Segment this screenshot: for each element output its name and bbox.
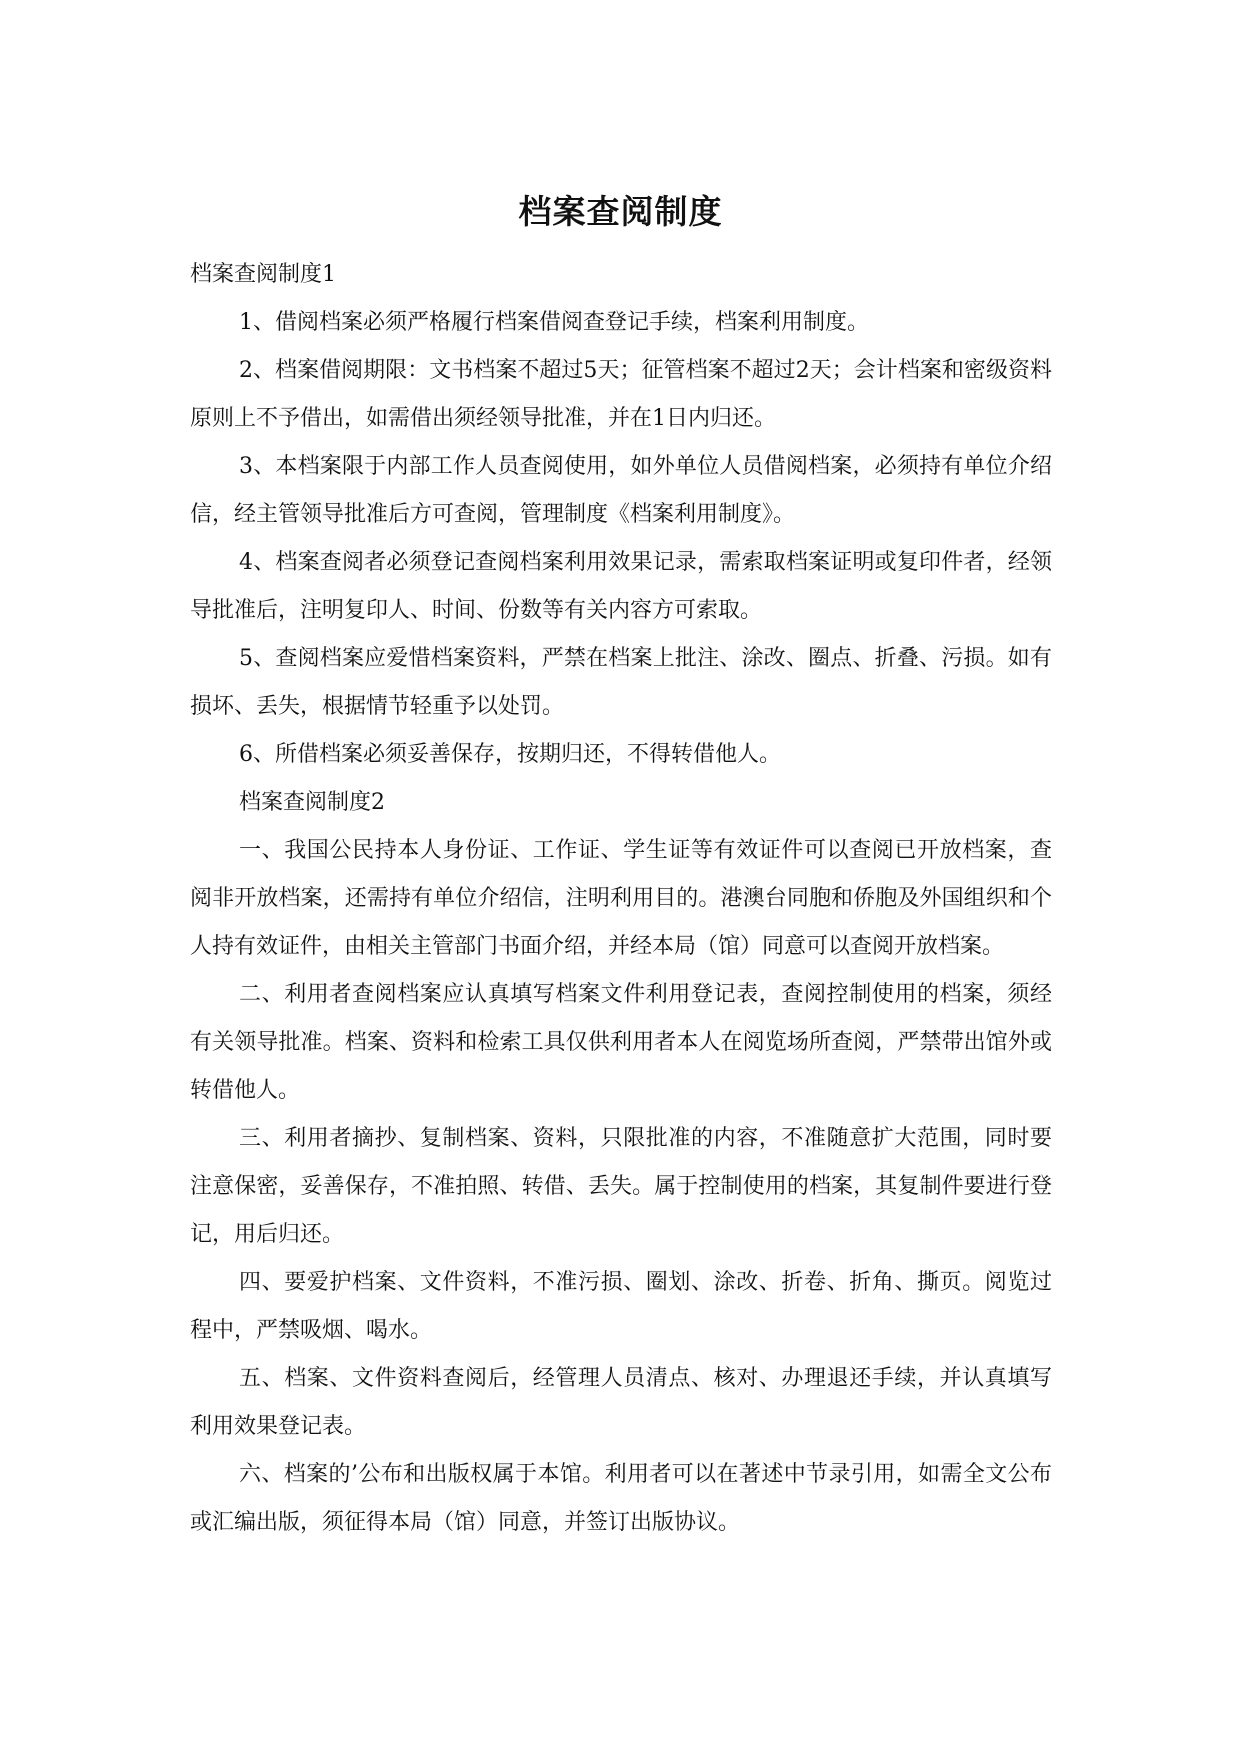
paragraph: 1、借阅档案必须严格履行档案借阅查登记手续，档案利用制度。 — [239, 310, 869, 335]
paragraph: 三、利用者摘抄、复制档案、资料，只限批准的内容，不准随意扩大范围，同时要注意保密，妥善保存，不准拍照、转借、丢失。属于控制使用的档案，其复制件要进行登记，用后归还。 — [190, 1126, 1052, 1247]
paragraph: 6、所借档案必须妥善保存，按期归还，不得转借他人。 — [239, 742, 781, 767]
paragraph: 四、要爱护档案、文件资料，不准污损、圈划、涂改、折卷、折角、撕页。阅览过程中，严禁吸烟、喝水。 — [190, 1270, 1052, 1343]
section-heading-1: 档案查阅制度1 — [190, 262, 336, 287]
section-heading-2: 档案查阅制度2 — [239, 790, 385, 815]
paragraph: 5、查阅档案应爱惜档案资料，严禁在档案上批注、涂改、圈点、折叠、污损。如有损坏、丢失，根据情节轻重予以处罚。 — [190, 646, 1052, 719]
paragraph: 4、档案查阅者必须登记查阅档案利用效果记录，需索取档案证明或复印件者，经领导批准后，注明复印人、时间、份数等有关内容方可索取。 — [190, 550, 1052, 623]
paragraph: 二、利用者查阅档案应认真填写档案文件利用登记表，查阅控制使用的档案，须经有关领导批准。档案、资料和检索工具仅供利用者本人在阅览场所查阅，严禁带出馆外或转借他人。 — [190, 982, 1052, 1103]
document-body — [190, 251, 1052, 1547]
paragraph: 3、本档案限于内部工作人员查阅使用，如外单位人员借阅档案，必须持有单位介绍信，经主管领导批准后方可查阅，管理制度《档案利用制度》。 — [190, 454, 1052, 527]
document-title: 档案查阅制度 — [518, 192, 723, 231]
paragraph: 五、档案、文件资料查阅后，经管理人员清点、核对、办理退还手续，并认真填写利用效果登记表。 — [190, 1366, 1052, 1439]
paragraph: 一、我国公民持本人身份证、工作证、学生证等有效证件可以查阅已开放档案，查阅非开放档案，还需持有单位介绍信，注明利用目的。港澳台同胞和侨胞及外国组织和个人持有效证件，由相关主管部门书面介绍，并经本局（馆）同意可以查阅开放档案。 — [190, 838, 1052, 959]
paragraph: 2、档案借阅期限：文书档案不超过5天；征管档案不超过2天；会计档案和密级资料原则上不予借出，如需借出须经领导批准，并在1日内归还。 — [190, 358, 1052, 431]
paragraph: 六、档案的’公布和出版权属于本馆。利用者可以在著述中节录引用，如需全文公布或汇编出版，须征得本局（馆）同意，并签订出版协议。 — [190, 1462, 1052, 1535]
